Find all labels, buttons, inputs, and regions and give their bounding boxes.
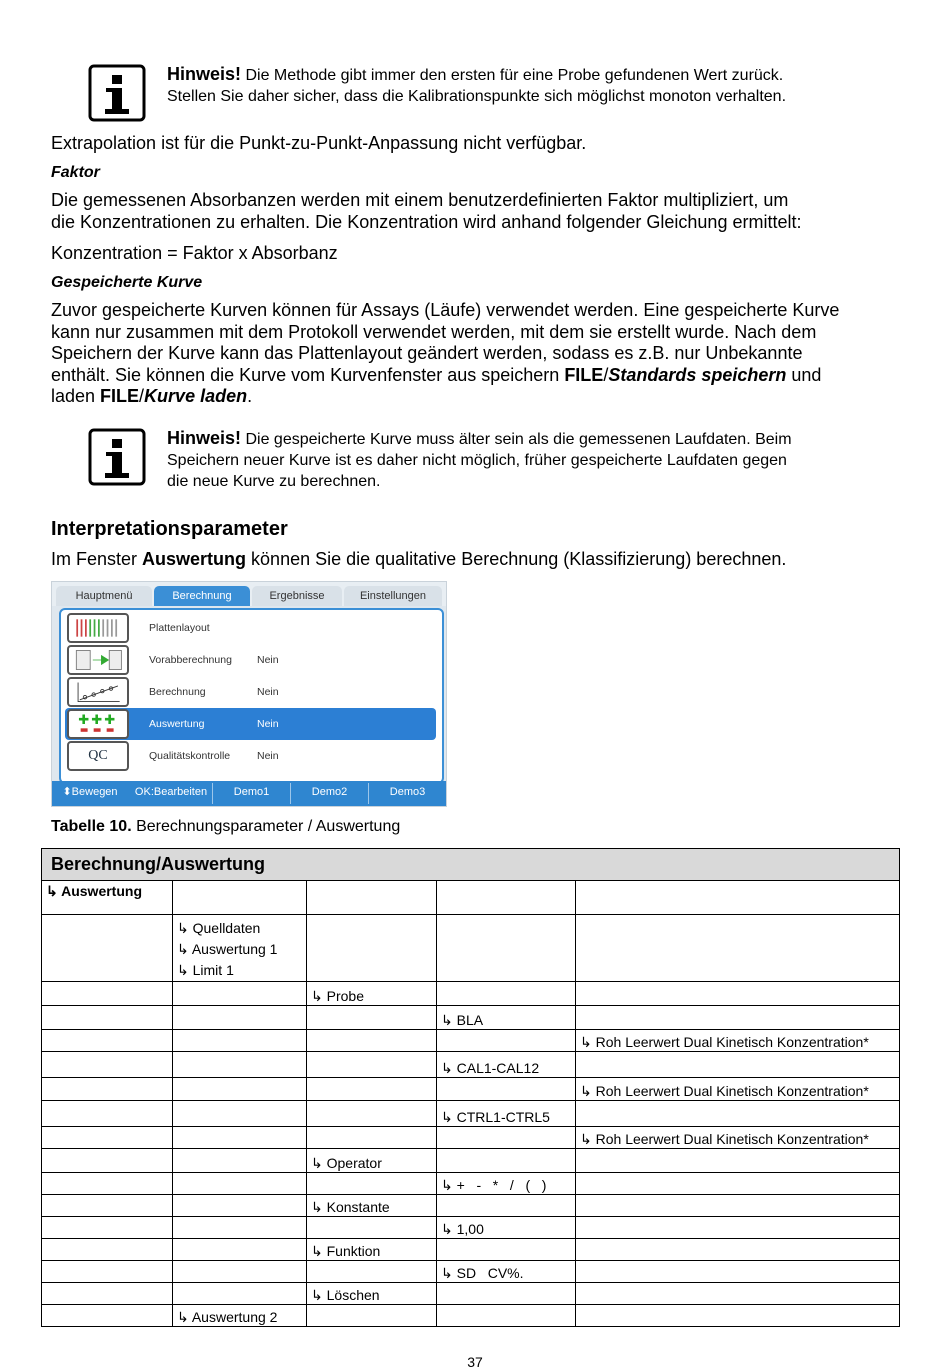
table-cell: ↳ Konstante: [307, 1195, 437, 1217]
section-heading: Interpretationsparameter: [51, 518, 288, 540]
saved-curve-paragraph: Zuvor gespeicherte Kurven können für Assays (Läufe) verwendet werden. Eine gespeicherte Kurve kann nur zusammen mit dem Protokoll verwendet werden, mit dem sie erstellt wurde. Nach dem Speichern der Kurve kann das Plattenlayout geändert werden, sodass es z.B. nur Unbekannte enthält. Sie können die Kurve vom Kurvenfenster aus speichern FILE/Standards speichern und laden FILE/Kurve laden.: [51, 300, 840, 406]
note-title: Hinweis!: [167, 428, 242, 448]
parameter-table: [41, 848, 900, 1327]
plate-layout-icon: [67, 613, 129, 643]
tab-hauptmenue[interactable]: Hauptmenü: [56, 586, 152, 606]
table-cell: ↳ Roh Leerwert Dual Kinetisch Konzentration*: [576, 1078, 900, 1101]
table-cell: ↳ Auswertung 2: [173, 1305, 307, 1327]
table-cell: ↳ 1,00: [437, 1217, 576, 1239]
table-cell: ↳ Quelldaten ↳ Auswertung 1 ↳ Limit 1: [173, 915, 307, 982]
menu-item-qualitaetskontrolle[interactable]: QC Qualitätskontrolle Nein: [65, 740, 436, 772]
softkey-demo3[interactable]: Demo3: [389, 786, 426, 798]
menu-item-plattenlayout[interactable]: Plattenlayout: [65, 612, 436, 644]
table-cell: ↳ Roh Leerwert Dual Kinetisch Konzentration*: [576, 1030, 900, 1052]
table-cell: ↳ Probe: [307, 982, 437, 1006]
table-header: Berechnung/Auswertung: [42, 849, 900, 881]
curve-chart-icon: [67, 677, 129, 707]
menu-panel: [59, 608, 444, 784]
evaluation-icon: [67, 709, 129, 739]
softkey-bewegen[interactable]: ⬍Bewegen: [62, 786, 118, 798]
table-cell: ↳ CAL1-CAL12: [437, 1052, 576, 1078]
note-text: Die Methode gibt immer den ersten für eine Probe gefundenen Wert zurück.: [245, 67, 784, 84]
softkey-demo2[interactable]: Demo2: [311, 786, 348, 798]
note-title: Hinweis!: [167, 64, 242, 84]
table-cell: ↳ Operator: [307, 1149, 437, 1173]
table-cell: ↳ Auswertung: [42, 881, 173, 915]
table-cell: ↳ Funktion: [307, 1239, 437, 1261]
table-cell: ↳ + - * / ( ): [437, 1173, 576, 1195]
menu-item-berechnung[interactable]: Berechnung Nein: [65, 676, 436, 708]
info-icon: [88, 428, 146, 486]
page-number: 37: [467, 1354, 483, 1370]
table-cell: ↳ Roh Leerwert Dual Kinetisch Konzentration*: [576, 1127, 900, 1149]
extrapolation-text: Extrapolation ist für die Punkt-zu-Punkt-Anpassung nicht verfügbar.: [51, 133, 587, 153]
tab-bar: [52, 582, 446, 606]
interp-paragraph: Im Fenster Auswertung können Sie die qualitative Berechnung (Klassifizierung) berechnen.: [51, 549, 787, 569]
tab-einstellungen[interactable]: Einstellungen: [344, 586, 442, 606]
table-cell: ↳ Löschen: [307, 1283, 437, 1305]
softkey-demo1[interactable]: Demo1: [233, 786, 270, 798]
table-cell: ↳ SD CV%.: [437, 1261, 576, 1283]
table-cell: ↳ CTRL1-CTRL5: [437, 1101, 576, 1127]
pre-calc-icon: [67, 645, 129, 675]
factor-heading: Faktor: [51, 164, 100, 181]
qc-icon: QC: [67, 741, 129, 771]
tab-berechnung[interactable]: Berechnung: [154, 586, 250, 606]
saved-curve-heading: Gespeicherte Kurve: [51, 274, 203, 291]
softkey-ok-bearbeiten[interactable]: OK:Bearbeiten: [134, 786, 208, 798]
table-cell: ↳ BLA: [437, 1006, 576, 1030]
menu-item-auswertung[interactable]: Auswertung Nein: [65, 708, 436, 740]
factor-formula: Konzentration = Faktor x Absorbanz: [51, 243, 338, 263]
device-screenshot: [51, 581, 447, 807]
info-icon: [88, 64, 146, 122]
up-down-arrow-icon: ⬍: [62, 786, 72, 798]
menu-item-vorabberechnung[interactable]: Vorabberechnung Nein: [65, 644, 436, 676]
softkey-bar: [52, 781, 446, 806]
factor-paragraph: Die gemessenen Absorbanzen werden mit einem benutzerdefinierten Faktor multipliziert, um die Konzentrationen zu erhalten. Die Konzentration wird anhand folgender Gleichung ermittelt:: [51, 190, 802, 232]
tab-ergebnisse[interactable]: Ergebnisse: [252, 586, 342, 606]
note-text: Stellen Sie daher sicher, dass die Kalibrationspunkte sich möglichst monoton verhalten.: [167, 88, 787, 105]
table-caption: Tabelle 10. Berechnungsparameter / Auswertung: [51, 818, 401, 835]
